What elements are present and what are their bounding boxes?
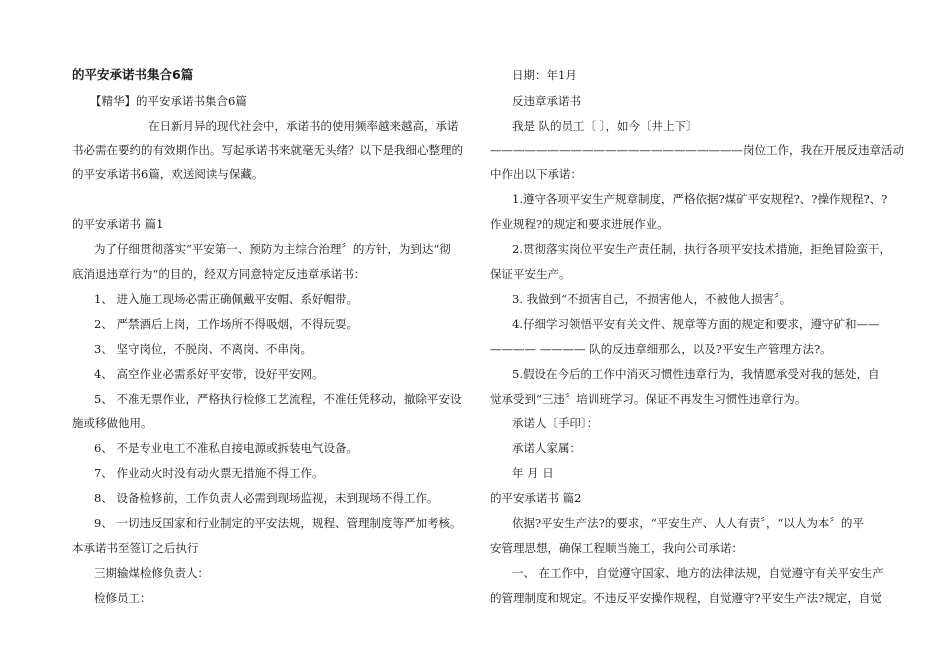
date-line: 日期：年1月 <box>512 68 577 82</box>
signature-line: 承诺人家属： <box>512 441 581 455</box>
list-item-1: 1、 进入施工现场必需正确佩戴平安帽、系好帽带。 <box>94 292 358 306</box>
list-item-8: 8、 设备检修前，工作负责人必需到现场监视，未到现场不得工作。 <box>94 491 439 505</box>
section-heading-1: 的平安承诺书 篇1 <box>72 217 164 231</box>
list-item-5: 5.假设在今后的工作中消灭习惯性违章行为，我情愿承受对我的惩处，自 <box>512 367 880 381</box>
signature-line: 检修员工： <box>94 591 152 605</box>
intro-line-3: 的平安承诺书6篇，欢送阅读与保藏。 <box>72 167 264 181</box>
list-item-5: 5、 不准无票作业，严格执行检修工艺流程，不准任凭移动，撤除平安设 <box>94 392 462 406</box>
list-item-2-cont: 保证平安生产。 <box>490 267 571 281</box>
para-line: 安管理思想，确保工程顺当施工，我向公司承诺： <box>490 541 743 555</box>
section-heading: 反违章承诺书 <box>512 94 581 108</box>
list-item-3: 3、 坚守岗位，不脱岗、不离岗、不串岗。 <box>94 342 312 356</box>
list-item-4: 4.仔细学习领悟平安有关文件、规章等方面的规定和要求，遵守矿和—— <box>512 317 880 331</box>
para-line: 依据?平安生产法?的要求，“平安生产、人人有责〞，“以人为本〞的平 <box>512 516 864 530</box>
list-item-7: 7、 作业动火时没有动火票无措施不得工作。 <box>94 466 324 480</box>
para-line: 为了仔细贯彻落实“平安第一、预防为主综合治理〞的方针，为到达“彻 <box>94 242 451 256</box>
list-item-1: 1.遵守各项平安生产规章制度，严格依据?煤矿平安规程?、?操作规程?、? <box>512 192 888 206</box>
list-item-6: 6、 不是专业电工不准私自接电源或拆装电气设备。 <box>94 441 358 455</box>
signature-line: 三期输煤检修负责人： <box>94 566 209 580</box>
list-item-2: 2、 严禁酒后上岗，工作场所不得吸烟，不得玩耍。 <box>94 317 358 331</box>
document-title: 的平安承诺书集合6篇 <box>72 67 194 82</box>
intro-line-2: 书必需在要约的有效期作出。写起承诺书来就毫无头绪？以下是我细心整理的 <box>72 143 463 157</box>
signature-line: 承诺人〔手印〕： <box>512 416 599 430</box>
list-item-1-cont: 作业规程?的规定和要求进展作业。 <box>490 217 669 231</box>
para-line: 底消退违章行为“的目的，经双方同意特定反违章承诺书： <box>72 267 366 281</box>
subtitle-line: 【精华】的平安承诺书集合6篇 <box>90 94 247 108</box>
section-heading-2: 的平安承诺书 篇2 <box>490 491 582 505</box>
para-line: 的管理制度和规定。不违反平安操作规程，自觉遵守?平安生产法?规定，自觉 <box>490 591 882 605</box>
list-item-5-cont: 觉承受到“三违〞培训班学习。保证不再发生习惯性违章行为。 <box>490 392 807 406</box>
para-line: 本承诺书至签订之后执行 <box>72 541 199 555</box>
list-item-9: 9、 一切违反国家和行业制定的平安法规，规程、管理制度等严加考核。 <box>94 516 462 530</box>
list-item-5-cont: 施或移做他用。 <box>72 416 153 430</box>
list-item-4: 4、 高空作业必需系好平安带，设好平安网。 <box>94 367 324 381</box>
list-item-4-cont: ———— ———— 队的反违章细那么，以及?平安生产管理方法?。 <box>490 342 832 356</box>
list-item-2: 2.贯彻落实岗位平安生产责任制，执行各项平安技术措施，拒绝冒险蛮干， <box>512 242 891 256</box>
para-line: 一、 在工作中，自觉遵守国家、地方的法律法规，自觉遵守有关平安生产 <box>512 566 884 580</box>
para-line: 中作出以下承诺： <box>490 167 582 181</box>
para-line: ——————————————————————岗位工作，我在开展反违章活动 <box>490 143 904 157</box>
list-item-3: 3. 我做到“不损害自己，不损害他人，不被他人损害〞。 <box>512 292 792 306</box>
para-line: 我是 队的员工〔 〕，如今〔井上下〕 <box>512 119 698 133</box>
date-blank-line: 年 月 日 <box>512 466 554 480</box>
intro-line-1: 在日新月异的现代社会中，承诺书的使用频率越来越高，承诺 <box>148 119 459 133</box>
